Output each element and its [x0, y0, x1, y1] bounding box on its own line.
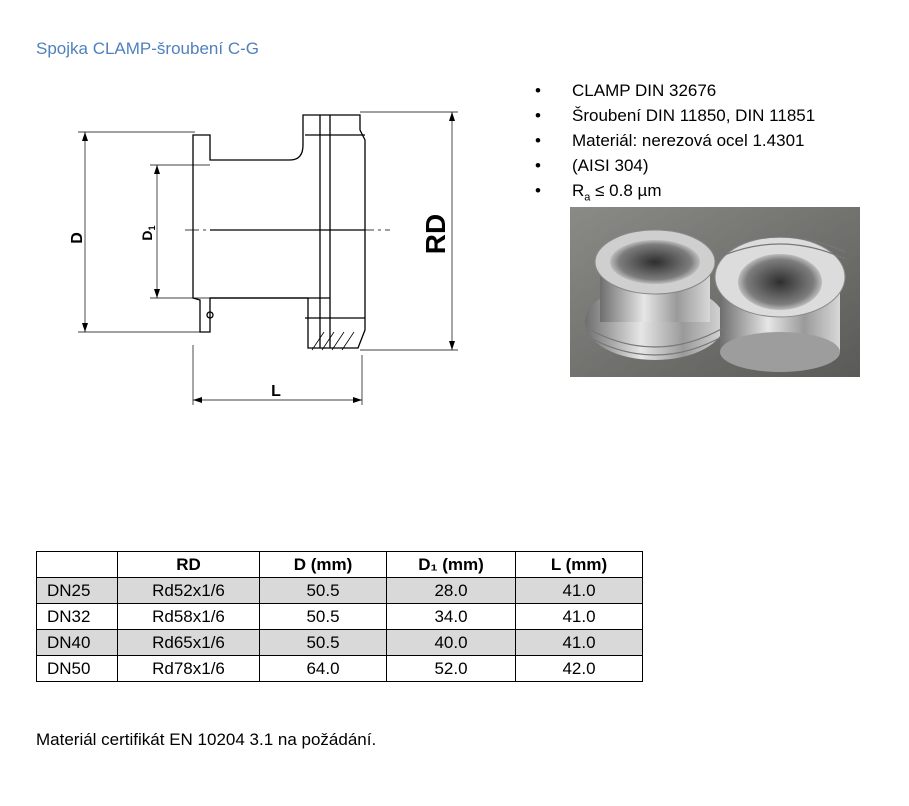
table-cell: 50.5 — [260, 630, 387, 656]
list-item: • CLAMP DIN 32676 — [535, 78, 815, 103]
table-cell: DN40 — [37, 630, 118, 656]
table-row — [37, 578, 643, 604]
table-cell: Rd58x1/6 — [118, 604, 260, 630]
page-title: Spojka CLAMP-šroubení C-G — [36, 39, 259, 58]
table-header: RD — [118, 552, 260, 578]
table-cell: 40.0 — [387, 630, 516, 656]
list-item: • $R_a \le 0.8$ µm — [535, 178, 815, 210]
table-cell: Rd65x1/6 — [118, 630, 260, 656]
table-cell: 52.0 — [387, 656, 516, 682]
table-cell: DN25 — [37, 578, 118, 604]
list-item: • Šroubení DIN 11850, DIN 11851 — [535, 103, 815, 128]
table-cell: Rd52x1/6 — [118, 578, 260, 604]
label-d: D — [69, 232, 86, 244]
table-cell: 50.5 — [260, 578, 387, 604]
list-item-continuation: • (AISI 304) — [535, 153, 815, 178]
table-cell: 28.0 — [387, 578, 516, 604]
table-row — [37, 630, 643, 656]
table-cell: 64.0 — [260, 656, 387, 682]
table-cell: Rd78x1/6 — [118, 656, 260, 682]
label-rd: RD — [420, 213, 451, 255]
table-cell: 34.0 — [387, 604, 516, 630]
product-photo — [570, 207, 860, 377]
table-cell: DN50 — [37, 656, 118, 682]
label-l: L — [271, 383, 281, 400]
table-header-row — [37, 552, 643, 578]
table-row — [37, 656, 643, 682]
table-cell: 41.0 — [516, 604, 643, 630]
table-cell: 42.0 — [516, 656, 643, 682]
table-row — [37, 604, 643, 630]
table-cell: 50.5 — [260, 604, 387, 630]
spec-list — [535, 78, 815, 210]
table-header: D (mm) — [260, 552, 387, 578]
dimensions-table — [36, 551, 643, 682]
table-header — [37, 552, 118, 578]
certificate-note: Materiál certifikát EN 10204 3.1 na požádání. — [36, 730, 377, 749]
table-cell: 41.0 — [516, 630, 643, 656]
technical-drawing — [60, 100, 480, 420]
list-item: • Materiál: nerezová ocel 1.4301 — [535, 128, 815, 153]
table-cell: DN32 — [37, 604, 118, 630]
table-header: L (mm) — [516, 552, 643, 578]
table-header: D₁ (mm) — [387, 552, 516, 578]
table-cell: 41.0 — [516, 578, 643, 604]
label-d1: $D_1$ — [139, 225, 157, 241]
